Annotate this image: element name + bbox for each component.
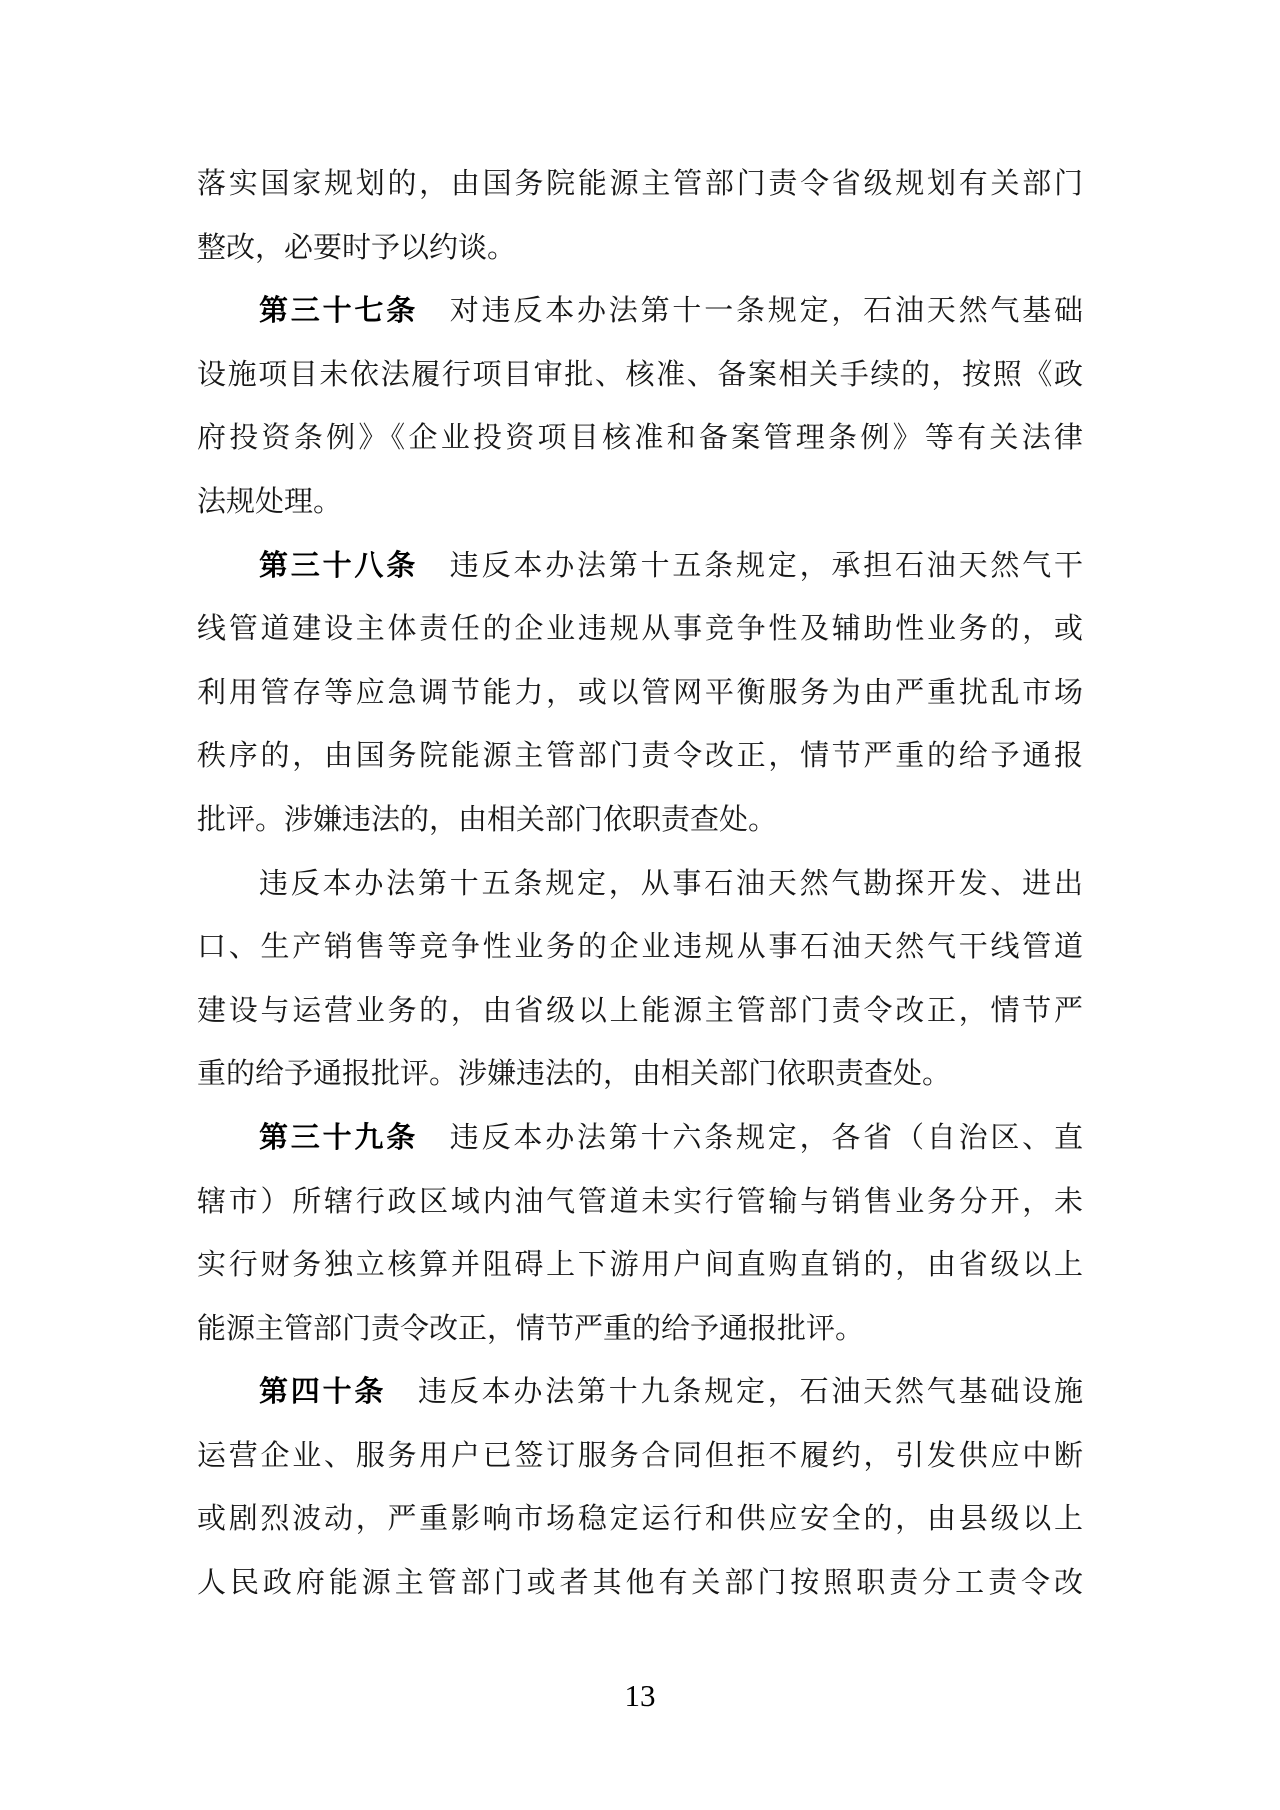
text-line [197,344,1083,408]
line-text: 人民政府能源主管部门或者其他有关部门按照职责分工责令改 [197,1567,1083,1600]
line-text: 违反本办法第十六条规定，各省（自治区、直 [418,1121,1083,1154]
line-text: 法规处理。 [197,485,343,518]
line-text: 违反本办法第十五条规定，从事石油天然气勘探开发、进出 [259,867,1083,900]
text-line [197,789,1083,853]
line-text: 能源主管部门责令改正，情节严重的给予通报批评。 [197,1312,865,1345]
text-line [197,407,1083,471]
line-text: 重的给予通报批评。涉嫌违法的，由相关部门依职责查处。 [197,1058,952,1091]
text-line [197,725,1083,789]
text-line [197,1552,1083,1616]
article-number: 第三十八条 [259,549,418,582]
text-line [197,471,1083,535]
line-text: 秩序的，由国务院能源主管部门责令改正，情节严重的给予通报 [197,740,1083,773]
text-line [197,853,1083,917]
text-line [197,598,1083,662]
text-line [197,280,1083,344]
text-line [197,535,1083,599]
line-text: 府投资条例》《企业投资项目核准和备案管理条例》等有关法律 [197,422,1083,455]
text-line [197,1107,1083,1171]
line-text: 对违反本办法第十一条规定，石油天然气基础 [418,295,1083,328]
page-number: 13 [624,1678,656,1713]
line-text: 违反本办法第十五条规定，承担石油天然气干 [418,549,1083,582]
text-line [197,153,1083,217]
text-line [197,662,1083,726]
text-line [197,1043,1083,1107]
text-line [197,1425,1083,1489]
text-line [197,916,1083,980]
line-text: 口、生产销售等竞争性业务的企业违规从事石油天然气干线管道 [197,931,1083,964]
text-line [197,980,1083,1044]
article-number: 第四十条 [259,1376,387,1409]
text-line [197,217,1083,281]
line-text: 批评。涉嫌违法的，由相关部门依职责查处。 [197,803,778,836]
line-text: 运营企业、服务用户已签订服务合同但拒不履约，引发供应中断 [197,1439,1083,1472]
line-text: 建设与运营业务的，由省级以上能源主管部门责令改正，情节严 [197,994,1083,1027]
line-text: 辖市）所辖行政区域内油气管道未实行管输与销售业务分开，未 [197,1185,1083,1218]
text-line [197,1361,1083,1425]
line-text: 线管道建设主体责任的企业违规从事竞争性及辅助性业务的，或 [197,613,1083,646]
text-line [197,1171,1083,1235]
line-text: 落实国家规划的，由国务院能源主管部门责令省级规划有关部门 [197,168,1083,200]
article-number: 第三十九条 [259,1121,418,1154]
line-text: 或剧烈波动，严重影响市场稳定运行和供应安全的，由县级以上 [197,1503,1083,1536]
line-text: 设施项目未依法履行项目审批、核准、备案相关手续的，按照《政 [197,358,1083,391]
line-text: 实行财务独立核算并阻碍上下游用户间直购直销的，由省级以上 [197,1249,1083,1282]
text-line [197,1488,1083,1552]
text-line [197,1234,1083,1298]
document-body [197,153,1083,1616]
line-text: 利用管存等应急调节能力，或以管网平衡服务为由严重扰乱市场 [197,676,1083,709]
line-text: 整改，必要时予以约谈。 [197,231,517,264]
line-text: 违反本办法第十九条规定，石油天然气基础设施 [386,1376,1083,1409]
article-number: 第三十七条 [259,295,418,328]
text-line [197,1298,1083,1362]
